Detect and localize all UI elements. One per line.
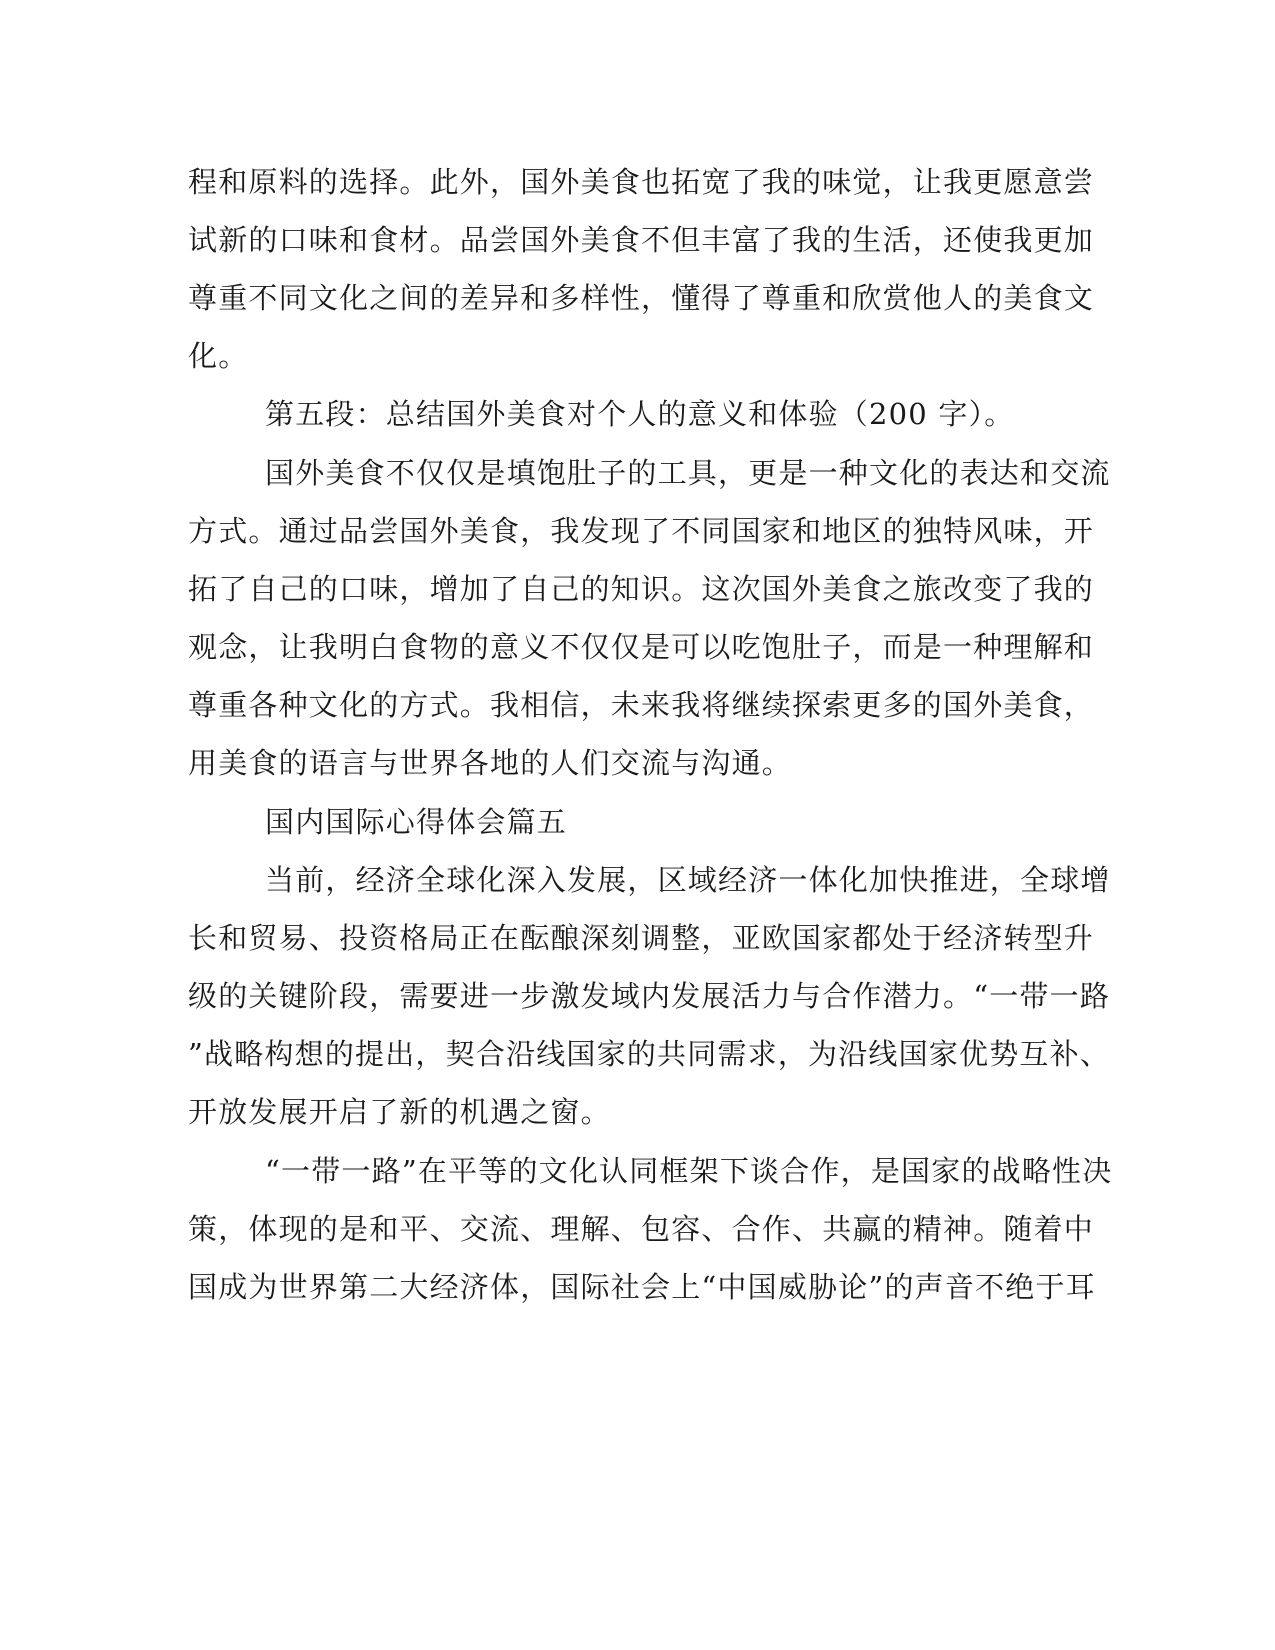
- paragraph-line: 化。: [188, 339, 249, 373]
- paragraph-line: “一带一路”在平等的文化认同框架下谈合作，是国家的战略性决: [265, 1154, 1113, 1188]
- paragraph-line: 尊重不同文化之间的差异和多样性，懂得了尊重和欣赏他人的美食文: [188, 281, 1095, 315]
- paragraph-line: 开放发展开启了新的机遇之窗。: [188, 1095, 611, 1129]
- paragraph-line: ”战略构想的提出，契合沿线国家的共同需求，为沿线国家优势互补、: [188, 1037, 1111, 1071]
- paragraph-line: 观念，让我明白食物的意义不仅仅是可以吃饱肚子，而是一种理解和: [188, 630, 1095, 664]
- paragraph-line: 拓了自己的口味，增加了自己的知识。这次国外美食之旅改变了我的: [188, 572, 1095, 606]
- paragraph-line: 级的关键阶段，需要进一步激发域内发展活力与合作潜力。“一带一路: [188, 979, 1111, 1013]
- paragraph-line: 程和原料的选择。此外，国外美食也拓宽了我的味觉，让我更愿意尝: [188, 165, 1095, 199]
- paragraph-line: 尊重各种文化的方式。我相信，未来我将继续探索更多的国外美食，: [188, 688, 1095, 722]
- paragraph-line: 方式。通过品尝国外美食，我发现了不同国家和地区的独特风味，开: [188, 514, 1095, 548]
- paragraph-line: 当前，经济全球化深入发展，区域经济一体化加快推进，全球增: [265, 863, 1111, 897]
- article-heading: 国内国际心得体会篇五: [265, 805, 568, 839]
- paragraph-line: 国外美食不仅仅是填饱肚子的工具，更是一种文化的表达和交流: [265, 456, 1111, 490]
- paragraph-line: 国成为世界第二大经济体，国际社会上“中国威胁论”的声音不绝于耳: [188, 1270, 1096, 1304]
- paragraph-line: 用美食的语言与世界各地的人们交流与沟通。: [188, 746, 793, 780]
- paragraph-line: 长和贸易、投资格局正在酝酿深刻调整，亚欧国家都处于经济转型升: [188, 921, 1095, 955]
- paragraph-line: 试新的口味和食材。品尝国外美食不但丰富了我的生活，还使我更加: [188, 223, 1095, 257]
- section-heading: 第五段：总结国外美食对个人的意义和体验（200 字）。: [265, 397, 1015, 431]
- paragraph-line: 策，体现的是和平、交流、理解、包容、合作、共赢的精神。随着中: [188, 1212, 1095, 1246]
